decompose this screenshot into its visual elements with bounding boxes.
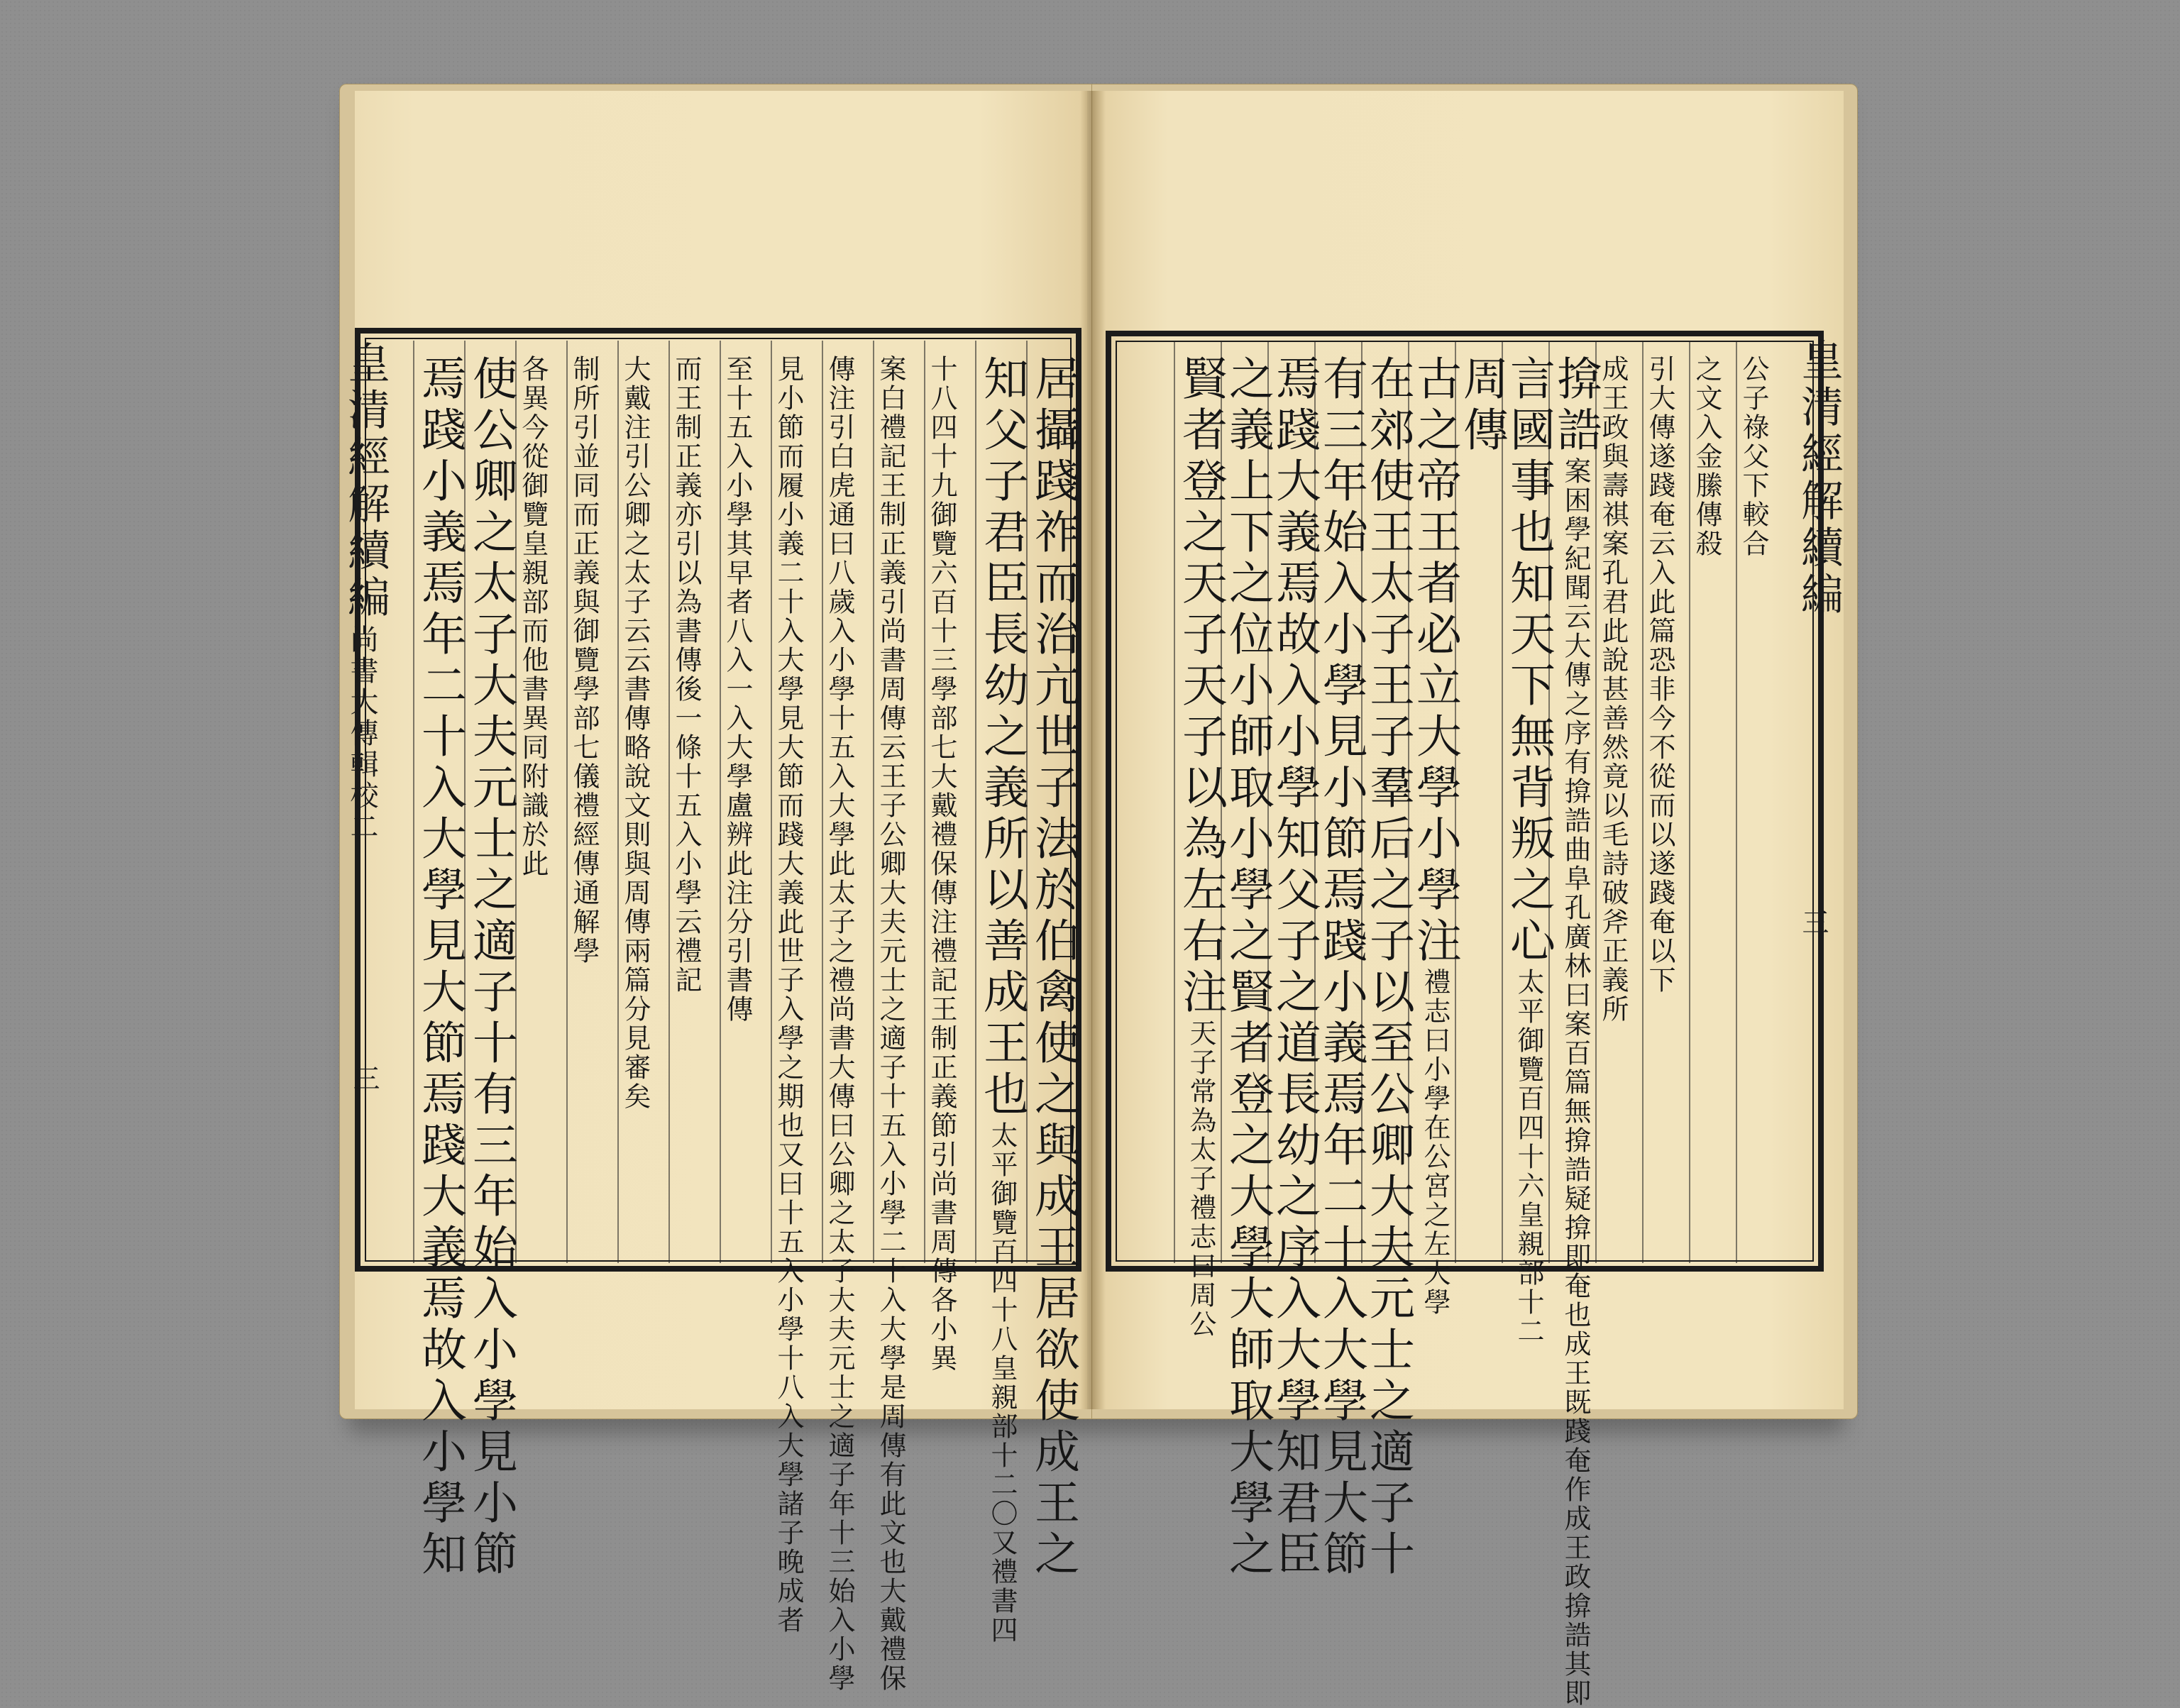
text-column [1740, 355, 1767, 1256]
column-commentary: 至十五入小學其早者八入一入大學盧辨此注分引書傳 [722, 355, 753, 1024]
column-commentary: 十八四十九御覽六百十三學部七大戴禮保傳注禮記王制正義節引尚書周傳各小異 [926, 355, 957, 1373]
column-commentary: 成王政與壽祺案孔君此說甚善然竟以毛詩破斧正義所 [1597, 355, 1629, 1024]
left-margin-title: 皇清經解續編 [341, 341, 390, 622]
column-commentary: 太平御覽百四十六皇親部十二 [1513, 968, 1544, 1346]
column-rule [771, 341, 772, 1263]
text-column [875, 355, 906, 1693]
book-gutter [1080, 91, 1106, 1409]
text-column [1597, 355, 1629, 1256]
column-main-text: 言國事也知天下無背叛之心 [1502, 355, 1555, 968]
column-main-text: 古之帝王者必立大學小學注 [1409, 355, 1461, 968]
column-main-text: 居攝踐祚而治亢世子法於伯禽使之與成王居欲使成王之 [1027, 355, 1079, 1581]
column-main-text: 焉踐小義焉年二十入大學見大節焉踐大義焉故入小學知 [414, 355, 466, 1581]
column-main-text: 揜誥 [1549, 355, 1602, 457]
right-margin-title: 皇清經解續編 [1794, 338, 1844, 619]
column-commentary: 之文入金縢傳殺 [1691, 355, 1722, 558]
text-column [926, 355, 957, 1373]
text-column [1362, 355, 1414, 1581]
text-column [1455, 355, 1508, 1256]
column-commentary: 而王制正義亦引以為書傳後一條十五入小學云禮記 [671, 355, 702, 995]
column-rule [822, 341, 823, 1263]
column-main-text: 之義上下之位小師取小學之賢者登之大學大師取大學之 [1221, 355, 1274, 1581]
text-column [622, 355, 649, 1256]
column-commentary: 天子常為太子禮志曰周公 [1185, 1019, 1216, 1339]
column-rule [566, 341, 568, 1263]
text-column [724, 355, 751, 1256]
text-column [673, 355, 700, 1256]
column-commentary: 大戴注引公卿之太子云云書傳略說文則與周傳兩篇分見審矣 [620, 355, 651, 1111]
column-rule [668, 341, 670, 1263]
text-column [1693, 355, 1720, 1256]
column-rule [617, 341, 619, 1263]
column-commentary: 傳注引白虎通曰八歲入小學十五入大學此太子之禮尚書大傳曰公卿之太子大夫元士之適子年十三始入小學 [824, 355, 855, 1693]
column-main-text: 賢者登之天子天子以為左右注 [1174, 355, 1227, 1019]
column-rule [1736, 341, 1737, 1263]
column-rule [1689, 341, 1690, 1263]
text-column [517, 355, 549, 1256]
column-commentary: 案白禮記王制正義引尚書周傳云王子公卿大夫元士之適子十五入小學二十入大學是周傳有此文也大戴禮保 [875, 355, 906, 1693]
text-column [465, 355, 517, 1581]
column-rule [873, 341, 874, 1263]
column-rule [1642, 341, 1644, 1263]
column-main-text: 周傳 [1455, 355, 1508, 457]
column-commentary: 禮志曰小學在公宮之左大學 [1419, 968, 1450, 1317]
text-column [414, 355, 466, 1581]
column-commentary: 見小節而履小義二十入大學見大節而踐大義此世子入學之期也又曰十五入小學十八入大學諸子晚成者 [773, 355, 804, 1635]
right-page-number: 三 [1798, 908, 1829, 935]
column-main-text: 有三年始入小學見小節焉踐小義焉年二十入大學見大節 [1315, 355, 1367, 1581]
column-rule [720, 341, 721, 1263]
text-column [1549, 355, 1602, 1708]
text-column [1221, 355, 1274, 1581]
text-column [1502, 355, 1555, 1346]
text-column [1315, 355, 1367, 1581]
column-commentary: 引大傳遂踐奄云入此篇恐非今不從而以遂踐奄以下 [1644, 355, 1675, 995]
left-page-number: 三 [348, 1064, 380, 1091]
left-margin-subtitle: 尚書大傳輯校二 [346, 624, 378, 843]
text-column [1174, 355, 1227, 1339]
column-commentary: 制所引並同而正義與御覽學部七儀禮經傳通解學 [568, 355, 600, 966]
text-column [568, 355, 600, 1256]
text-column [1409, 355, 1461, 1317]
text-column [773, 355, 804, 1635]
column-main-text: 焉踐大義焉故入小學知父子之道長幼之序入大學知君臣 [1268, 355, 1321, 1581]
column-commentary: 案困學紀聞云大傳之序有揜誥曲阜孔廣林曰案百篇無揜誥疑揜即奄也成王既踐奄作成王政揜誥其即 [1560, 457, 1591, 1708]
column-commentary: 各異今從御覽皇親部而他書異同附識於此 [517, 355, 549, 878]
column-commentary: 公子祿父下較合 [1738, 355, 1769, 558]
text-column [1646, 355, 1673, 1256]
column-rule [924, 341, 925, 1263]
column-main-text: 知父子君臣長幼之義所以善成王也 [976, 355, 1028, 1121]
column-main-text: 在郊使王太子王子羣后之子以至公卿大夫元士之適子十 [1362, 355, 1414, 1581]
text-column [1027, 355, 1079, 1581]
text-column [824, 355, 855, 1693]
text-column [976, 355, 1028, 1645]
column-main-text: 使公卿之太子大夫元士之適子十有三年始入小學見小節 [465, 355, 517, 1581]
text-column [1268, 355, 1321, 1581]
column-commentary: 太平御覽百四十八皇親部十二〇又禮書四 [986, 1121, 1018, 1645]
